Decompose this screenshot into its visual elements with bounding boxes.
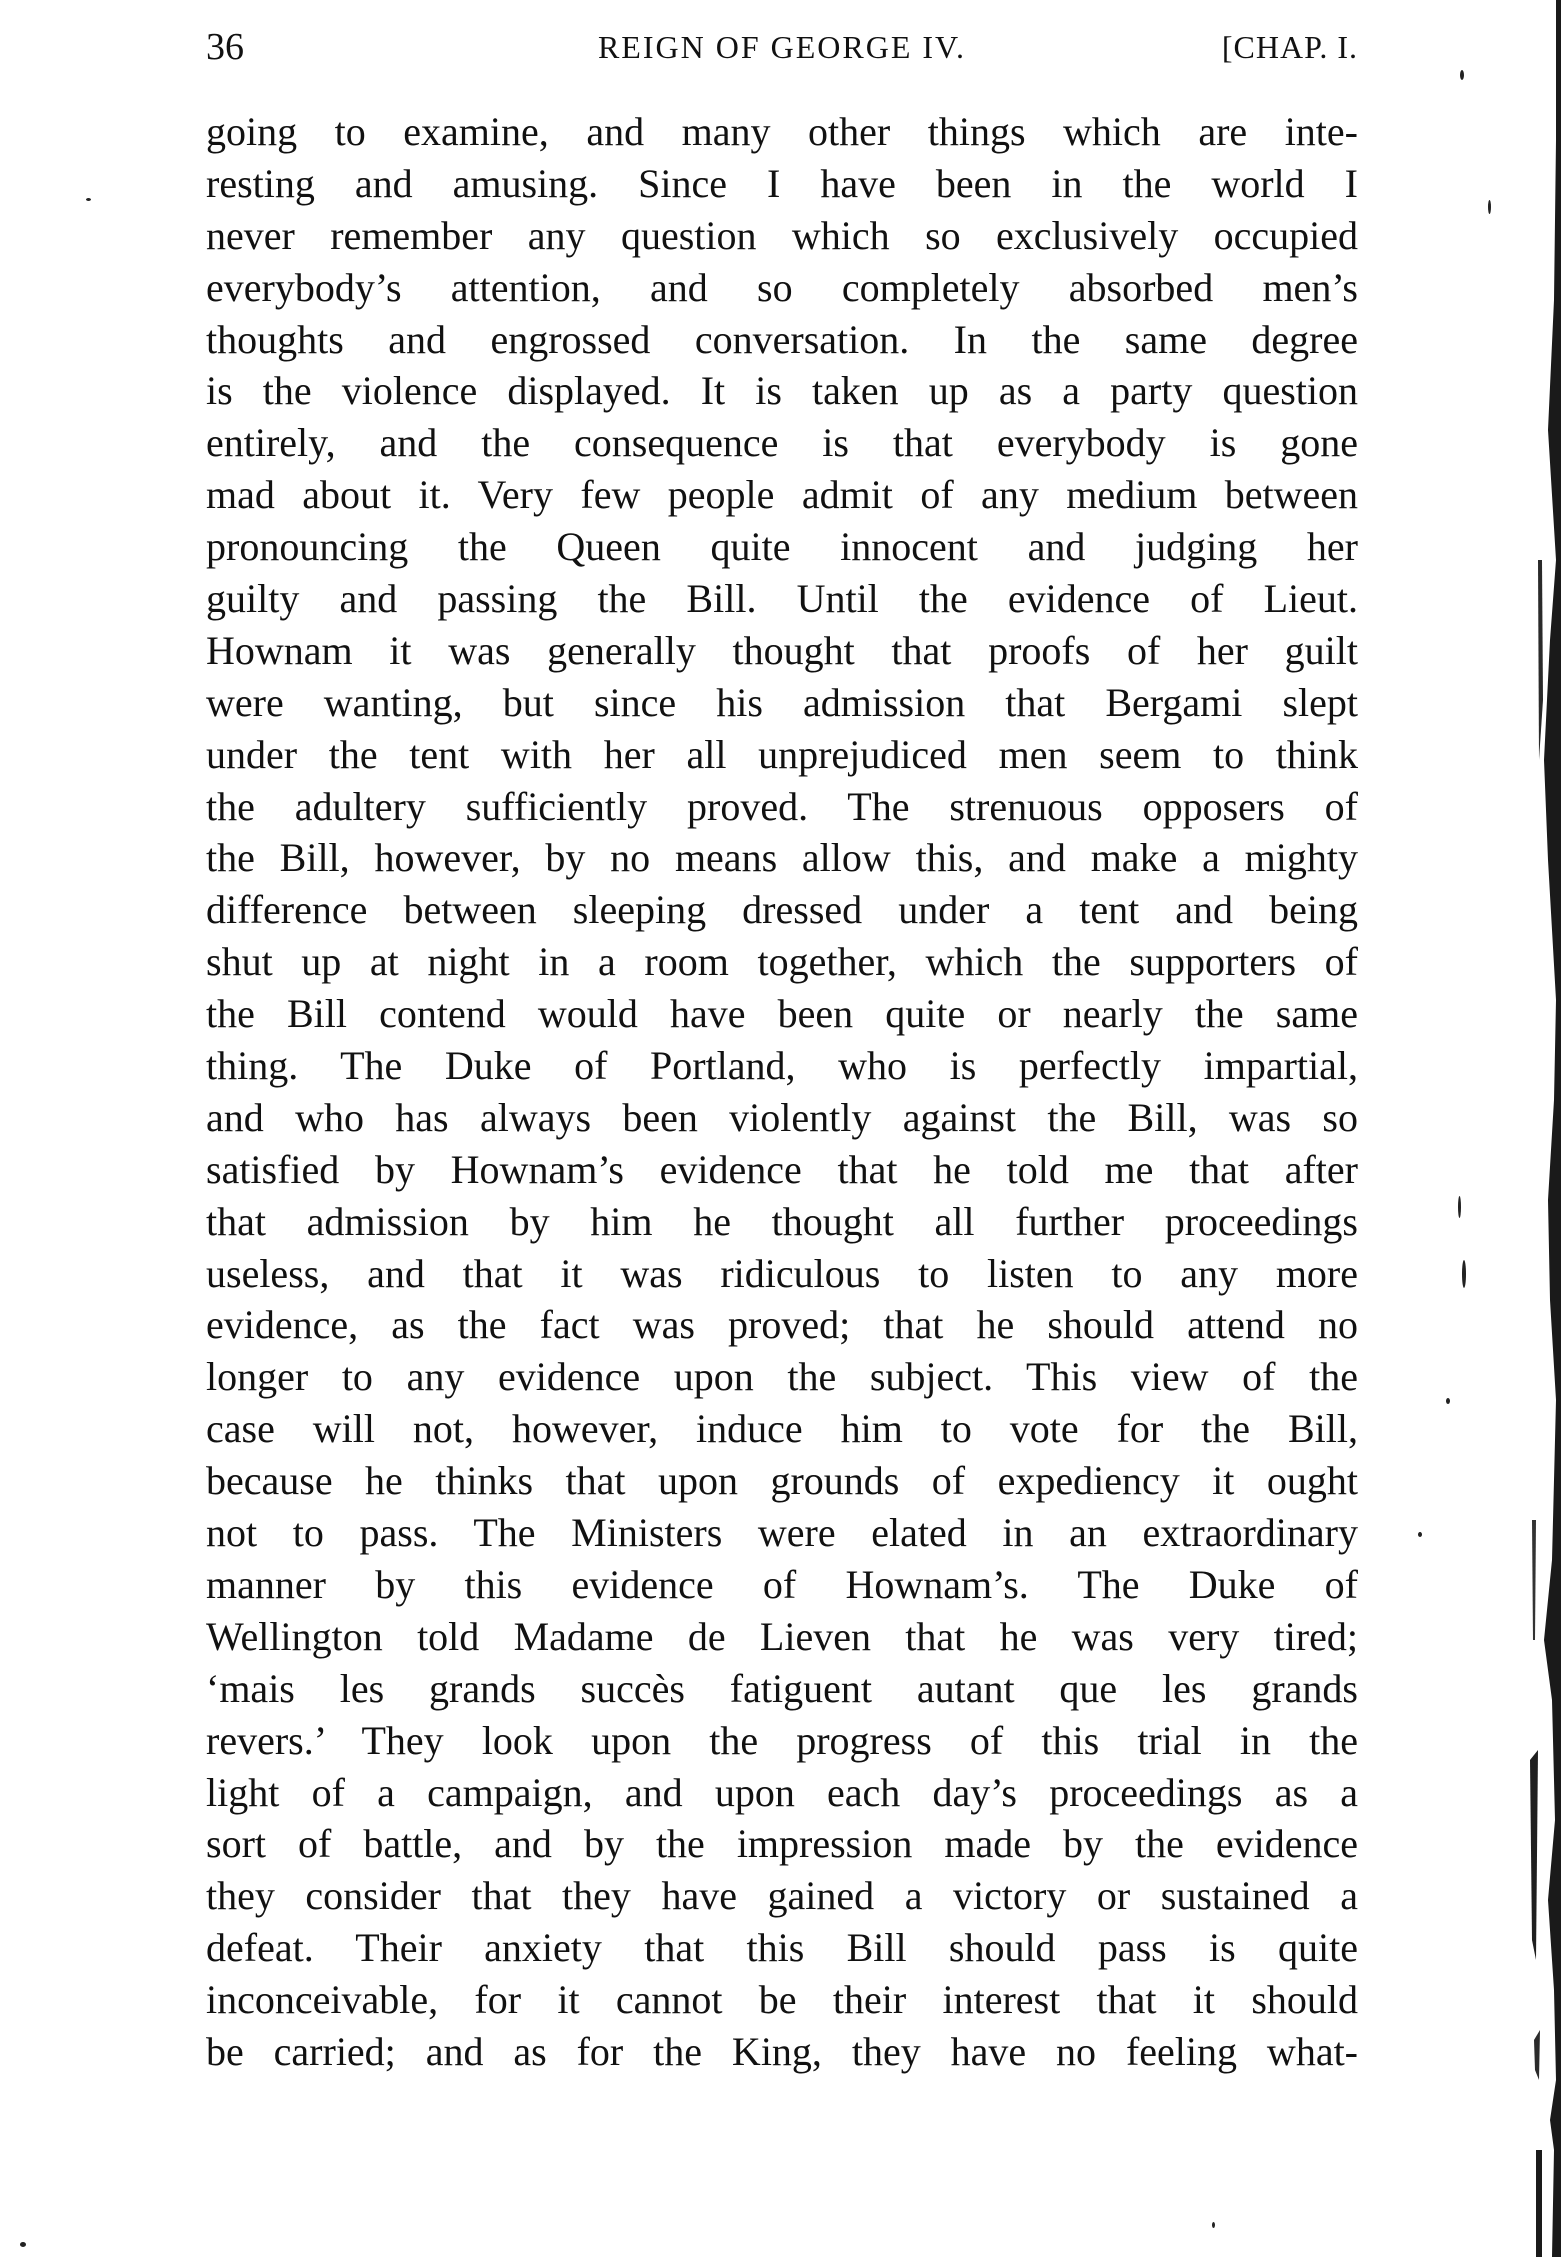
text-line: going to examine, and many other things which are inte- <box>206 109 1358 154</box>
text-line: manner by this evidence of Hownam’s. The Duke of <box>206 1561 1358 1607</box>
text-line: mad about it. Very few people admit of any medium between <box>206 472 1358 518</box>
text-line: resting and amusing. Since I have been in the world I <box>206 160 1358 206</box>
text-line: defeat. Their anxiety that this Bill should pass is quite <box>206 1925 1358 1971</box>
scan-speck <box>1458 1196 1461 1218</box>
text-line: shut up at night in a room together, which the supporters of <box>206 939 1358 985</box>
page-edge-shadow-graphic <box>1530 0 1562 2257</box>
text-line: light of a campaign, and upon each day’s proceedings as a <box>206 1769 1358 1815</box>
text-line: thing. The Duke of Portland, who is perfectly impartial, <box>206 1043 1358 1089</box>
text-line: satisfied by Hownam’s evidence that he told me that after <box>206 1146 1358 1192</box>
text-line: and who has always been violently against the Bill, was so <box>206 1094 1358 1140</box>
text-line: guilty and passing the Bill. Until the evidence of Lieut. <box>206 576 1358 622</box>
text-line: longer to any evidence upon the subject. This view of the <box>206 1354 1358 1400</box>
text-line: the adultery sufficiently proved. The strenuous opposers of <box>206 783 1358 829</box>
chapter-reference: [CHAP. I. <box>1221 29 1358 65</box>
text-line: not to pass. The Ministers were elated in an extraordinary <box>206 1510 1358 1556</box>
text-line: entirely, and the consequence is that everybody is gone <box>206 420 1358 466</box>
text-line: evidence, as the fact was proved; that he should attend no <box>206 1302 1358 1348</box>
scan-speck <box>1462 1260 1466 1288</box>
text-line: case will not, however, induce him to vote for the Bill, <box>206 1406 1358 1452</box>
scan-speck <box>86 198 91 201</box>
scan-speck <box>1488 200 1491 214</box>
scan-speck <box>1418 1532 1422 1537</box>
text-line: ‘mais les grands succès fatiguent autant que les grands <box>206 1665 1358 1711</box>
text-line: Wellington told Madame de Lieven that he was very tired; <box>206 1613 1358 1659</box>
text-line: Hownam it was generally thought that proofs of her guilt <box>206 627 1358 673</box>
text-line: they consider that they have gained a victory or sustained a <box>206 1873 1358 1919</box>
page-number: 36 <box>206 26 244 68</box>
running-head <box>206 22 1358 72</box>
scan-speck <box>1446 1398 1450 1404</box>
text-line: is the violence displayed. It is taken up as a party question <box>206 368 1358 414</box>
text-line: because he thinks that upon grounds of expediency it ought <box>206 1458 1358 1504</box>
text-line: revers.’ They look upon the progress of this trial in the <box>206 1717 1358 1763</box>
text-line: were wanting, but since his admission that Bergami slept <box>206 679 1358 725</box>
text-line: the Bill, however, by no means allow this, and make a mighty <box>206 835 1358 881</box>
text-line: never remember any question which so exclusively occupied <box>206 212 1358 258</box>
text-line: be carried; and as for the King, they have no feeling what- <box>206 2028 1358 2074</box>
text-line: useless, and that it was ridiculous to listen to any more <box>206 1250 1358 1296</box>
scan-speck <box>1212 2222 1215 2228</box>
page-edge-shadow <box>1530 0 1562 2257</box>
text-line: inconceivable, for it cannot be their interest that it should <box>206 1977 1358 2023</box>
text-line: difference between sleeping dressed under a tent and being <box>206 887 1358 933</box>
text-line: sort of battle, and by the impression made by the evidence <box>206 1821 1358 1867</box>
running-title: REIGN OF GEORGE IV. <box>597 29 967 65</box>
text-line: everybody’s attention, and so completely absorbed men’s <box>206 264 1358 310</box>
scan-speck <box>1460 70 1464 80</box>
scan-speck <box>20 2242 26 2247</box>
body-text <box>206 106 1358 2078</box>
text-line: pronouncing the Queen quite innocent and judging her <box>206 524 1358 570</box>
text-line: under the tent with her all unprejudiced men seem to think <box>206 731 1358 777</box>
text-line: the Bill contend would have been quite or nearly the same <box>206 991 1358 1037</box>
text-line: that admission by him he thought all further proceedings <box>206 1198 1358 1244</box>
text-line: thoughts and engrossed conversation. In the same degree <box>206 316 1358 362</box>
